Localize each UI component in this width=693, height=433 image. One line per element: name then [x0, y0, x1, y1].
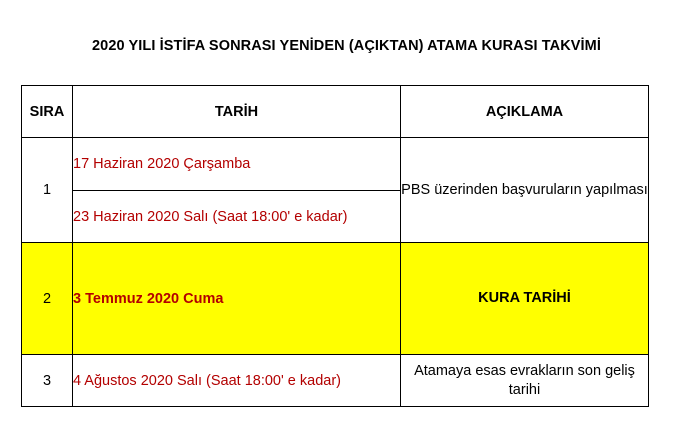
table-header-row [22, 86, 649, 138]
row-number: 3 [22, 355, 73, 407]
page-title: 2020 YILI İSTİFA SONRASI YENİDEN (AÇIKTAN) ATAMA KURASI TAKVİMİ [91, 38, 601, 54]
row-description: PBS üzerinden başvuruların yapılması [401, 138, 649, 243]
table-row-highlighted [22, 243, 649, 355]
table-row [22, 138, 649, 191]
table-row [22, 355, 649, 407]
row-date: 17 Haziran 2020 Çarşamba [73, 138, 401, 191]
row-description: KURA TARİHİ [401, 243, 649, 355]
header-tarih: TARİH [73, 86, 401, 138]
row-date: 23 Haziran 2020 Salı (Saat 18:00' e kadar) [73, 191, 401, 243]
row-number: 2 [22, 243, 73, 355]
row-number: 1 [22, 138, 73, 243]
header-aciklama: AÇIKLAMA [401, 86, 649, 138]
row-date: 4 Ağustos 2020 Salı (Saat 18:00' e kadar) [73, 355, 401, 407]
schedule-table [21, 85, 649, 407]
row-description: Atamaya esas evrakların son geliş tarihi [401, 355, 649, 407]
row-date: 3 Temmuz 2020 Cuma [73, 243, 401, 355]
header-sira: SIRA [22, 86, 73, 138]
